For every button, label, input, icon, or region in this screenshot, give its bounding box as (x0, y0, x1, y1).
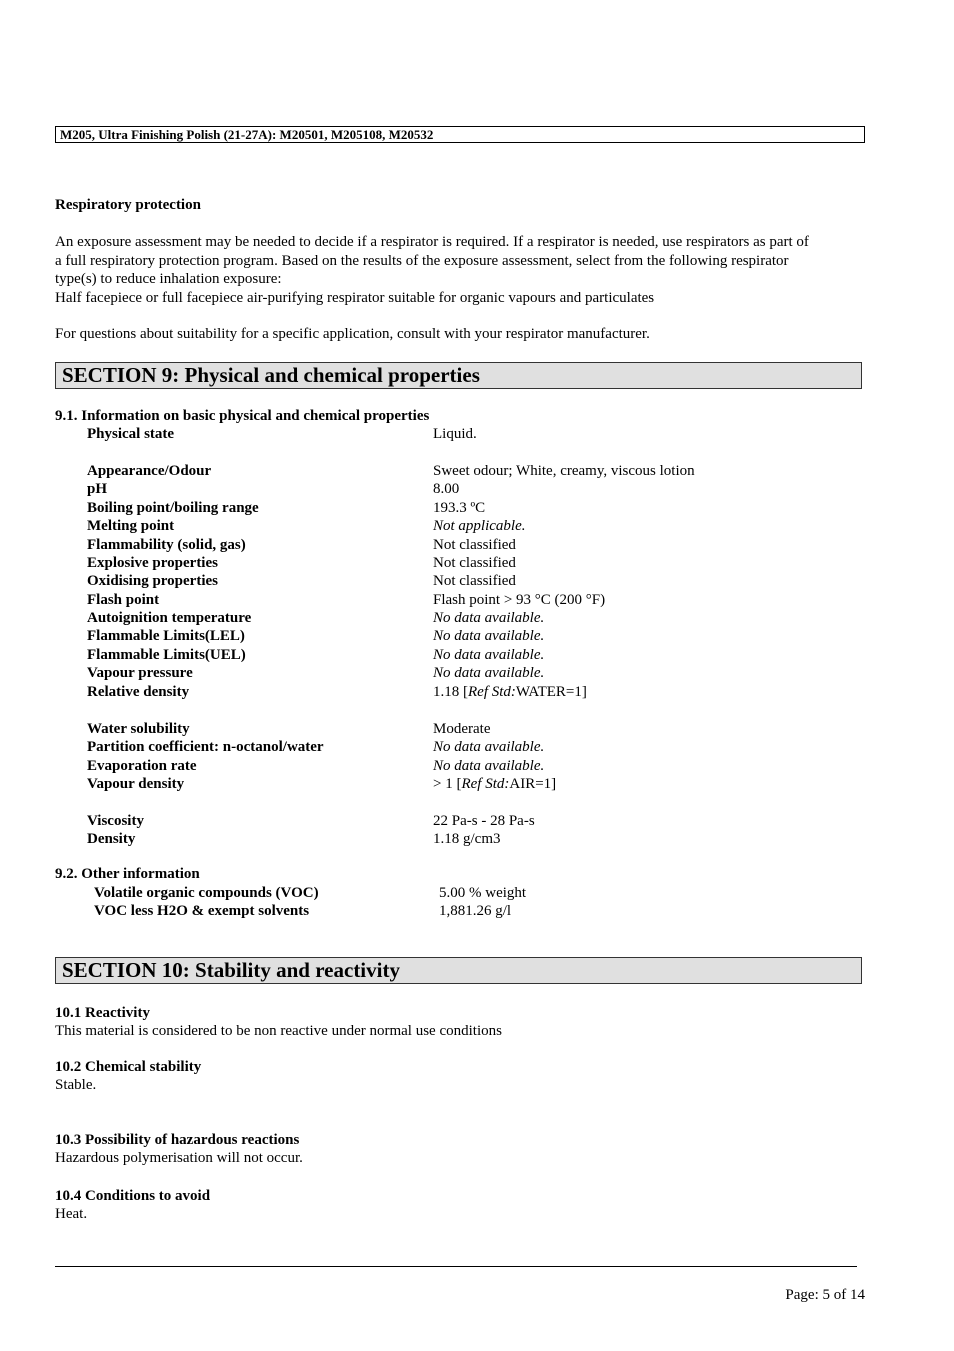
respiratory-paragraph (55, 233, 870, 307)
ref-std-label: Ref Std: (468, 684, 516, 700)
property-value: 22 Pa-s - 28 Pa-s (433, 813, 535, 829)
property-label: Relative density (87, 684, 190, 700)
property-value: No data available. (433, 610, 545, 626)
property-value: No data available. (433, 665, 545, 681)
other-value: 1,881.26 g/l (439, 903, 512, 919)
respiratory-line: An exposure assessment may be needed to decide if a respirator is required. If a respirator is needed, use respirators as part of (55, 234, 809, 250)
other-value: 5.00 % weight (439, 885, 527, 901)
property-value (433, 775, 556, 793)
property-label: Vapour density (87, 776, 185, 792)
section-9-1-heading: 9.1. Information on basic physical and chemical properties (55, 408, 430, 424)
property-value: No data available. (433, 628, 545, 644)
property-value: Flash point > 93 °C (200 °F) (433, 592, 606, 608)
property-label: Flammability (solid, gas) (87, 537, 246, 553)
property-label: Boiling point/boiling range (87, 500, 259, 516)
respiratory-line: a full respiratory protection program. Based on the results of the exposure assessment, select from the following respirator (55, 252, 789, 269)
property-label: Flash point (87, 592, 160, 608)
property-value: Not classified (433, 573, 516, 589)
hazardous-reactions-heading: 10.3 Possibility of hazardous reactions (55, 1132, 300, 1148)
conditions-to-avoid-text: Heat. (55, 1206, 88, 1222)
property-label: Physical state (87, 426, 175, 442)
property-value: Sweet odour; White, creamy, viscous lotion (433, 463, 695, 479)
property-value: Not classified (433, 537, 516, 553)
value-text: WATER=1] (515, 684, 587, 700)
property-value: 193.3 ºC (433, 500, 486, 516)
property-label: Density (87, 831, 136, 847)
other-label: VOC less H2O & exempt solvents (94, 903, 310, 919)
property-label: Melting point (87, 518, 175, 534)
reactivity-text: This material is considered to be non reactive under normal use conditions (55, 1023, 502, 1039)
property-label: Flammable Limits(LEL) (87, 628, 245, 644)
property-label: Evaporation rate (87, 758, 197, 774)
chemical-stability-heading: 10.2 Chemical stability (55, 1059, 202, 1075)
value-text: > 1 [ (433, 776, 462, 792)
property-value: No data available. (433, 739, 545, 755)
property-label: Flammable Limits(UEL) (87, 647, 246, 663)
ref-std-label: Ref Std: (461, 776, 510, 792)
value-text: 1.18 [ (433, 684, 468, 700)
property-value: Not applicable. (433, 518, 526, 534)
chemical-stability-text: Stable. (55, 1077, 97, 1093)
property-value: 8.00 (433, 481, 460, 497)
respiratory-protection-heading: Respiratory protection (55, 197, 201, 213)
property-label: Appearance/Odour (87, 463, 212, 479)
property-value: No data available. (433, 647, 545, 663)
section-10-title: SECTION 10: Stability and reactivity (55, 957, 862, 984)
value-text: AIR=1] (509, 776, 557, 792)
conditions-to-avoid-heading: 10.4 Conditions to avoid (55, 1188, 211, 1204)
property-label: pH (87, 481, 108, 497)
property-label: Autoignition temperature (87, 610, 252, 626)
property-value: Not classified (433, 555, 516, 571)
property-value: Moderate (433, 721, 491, 737)
footer-divider (55, 1266, 857, 1267)
section-9-title: SECTION 9: Physical and chemical properties (55, 362, 862, 389)
respirator-manufacturer-note: For questions about suitability for a specific application, consult with your respirator manufacturer. (55, 326, 650, 342)
page-number: Page: 5 of 14 (785, 1287, 865, 1303)
property-label: Oxidising properties (87, 573, 218, 589)
property-label: Partition coefficient: n-octanol/water (87, 739, 324, 755)
respiratory-line: type(s) to reduce inhalation exposure: (55, 271, 282, 287)
property-label: Viscosity (87, 813, 144, 829)
property-value (433, 683, 587, 701)
section-9-2-heading: 9.2. Other information (55, 866, 200, 882)
document-header: M205, Ultra Finishing Polish (21-27A): M20501, M205108, M20532 (55, 126, 865, 143)
reactivity-heading: 10.1 Reactivity (55, 1005, 150, 1021)
property-value: 1.18 g/cm3 (433, 831, 501, 847)
property-value: Liquid. (433, 426, 477, 442)
respiratory-line: Half facepiece or full facepiece air-purifying respirator suitable for organic vapours and particulates (55, 289, 655, 306)
property-label: Vapour pressure (87, 665, 193, 681)
property-value: No data available. (433, 758, 545, 774)
property-label: Water solubility (87, 721, 190, 737)
other-label: Volatile organic compounds (VOC) (94, 885, 319, 901)
hazardous-reactions-text: Hazardous polymerisation will not occur. (55, 1150, 303, 1166)
property-label: Explosive properties (87, 555, 218, 571)
